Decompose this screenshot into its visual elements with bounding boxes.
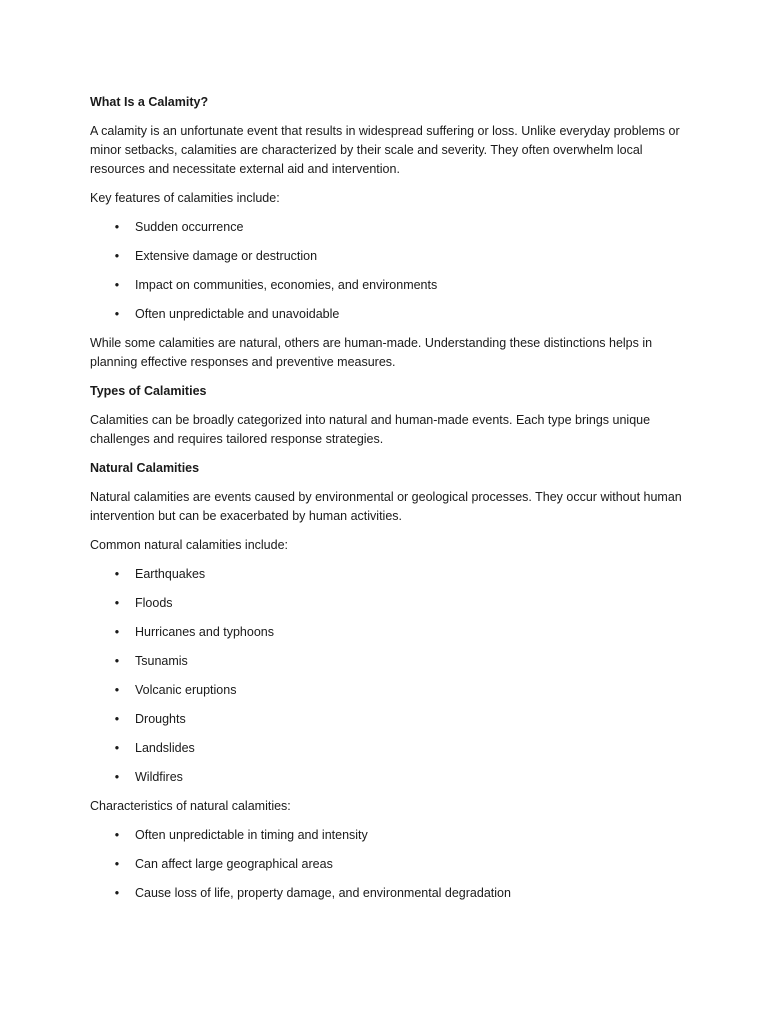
bullet-icon: • bbox=[114, 683, 120, 697]
paragraph-natural-characteristics-intro: Characteristics of natural calamities: bbox=[90, 799, 291, 813]
paragraph-key-features-intro: Key features of calamities include: bbox=[90, 191, 280, 205]
paragraph-types-intro: Calamities can be broadly categorized into natural and human-made events. Each type brings unique challenges and requires tailored response strategies. bbox=[90, 413, 651, 446]
list-item-text: Cause loss of life, property damage, and environmental degradation bbox=[135, 886, 511, 900]
list-item bbox=[90, 565, 690, 584]
bullet-icon: • bbox=[114, 278, 120, 292]
list-item bbox=[90, 623, 690, 642]
list-item-text: Floods bbox=[135, 596, 173, 610]
section-heading-natural-calamities: Natural Calamities bbox=[90, 461, 200, 475]
bullet-icon: • bbox=[114, 741, 120, 755]
paragraph-calamity-definition: A calamity is an unfortunate event that results in widespread suffering or loss. Unlike everyday problems or minor setbacks, calamities are characterized by their scale and severity. They often overwhelm local resources and necessitate external aid and intervention. bbox=[90, 124, 680, 176]
list-item bbox=[90, 652, 690, 671]
natural-characteristics-list bbox=[90, 826, 690, 903]
paragraph-natural-definition: Natural calamities are events caused by environmental or geological processes. They occur without human intervention but can be exacerbated by human activities. bbox=[90, 490, 682, 523]
list-item bbox=[90, 855, 690, 874]
list-item bbox=[90, 681, 690, 700]
list-item bbox=[90, 247, 690, 266]
bullet-icon: • bbox=[114, 654, 120, 668]
bullet-icon: • bbox=[114, 828, 120, 842]
list-item bbox=[90, 826, 690, 845]
document-page bbox=[90, 93, 690, 913]
list-item bbox=[90, 884, 690, 903]
list-item-text: Droughts bbox=[135, 712, 186, 726]
key-features-list bbox=[90, 218, 690, 324]
natural-calamities-list bbox=[90, 565, 690, 787]
list-item-text: Earthquakes bbox=[135, 567, 206, 581]
section-heading-what-is-calamity: What Is a Calamity? bbox=[90, 95, 209, 109]
list-item bbox=[90, 710, 690, 729]
bullet-icon: • bbox=[114, 857, 120, 871]
paragraph-common-natural-intro: Common natural calamities include: bbox=[90, 538, 289, 552]
bullet-icon: • bbox=[114, 567, 120, 581]
bullet-icon: • bbox=[114, 625, 120, 639]
bullet-icon: • bbox=[114, 886, 120, 900]
bullet-icon: • bbox=[114, 307, 120, 321]
list-item-text: Landslides bbox=[135, 741, 195, 755]
list-item bbox=[90, 594, 690, 613]
list-item-text: Extensive damage or destruction bbox=[135, 249, 318, 263]
list-item-text: Often unpredictable and unavoidable bbox=[135, 307, 340, 321]
list-item-text: Tsunamis bbox=[135, 654, 188, 668]
list-item-text: Wildfires bbox=[135, 770, 183, 784]
list-item bbox=[90, 739, 690, 758]
section-heading-types: Types of Calamities bbox=[90, 384, 207, 398]
list-item-text: Hurricanes and typhoons bbox=[135, 625, 274, 639]
list-item-text: Sudden occurrence bbox=[135, 220, 244, 234]
bullet-icon: • bbox=[114, 596, 120, 610]
list-item-text: Volcanic eruptions bbox=[135, 683, 237, 697]
list-item bbox=[90, 218, 690, 237]
list-item-text: Can affect large geographical areas bbox=[135, 857, 333, 871]
list-item bbox=[90, 768, 690, 787]
paragraph-natural-vs-human-made: While some calamities are natural, others are human-made. Understanding these distinctions helps in planning effective responses and preventive measures. bbox=[90, 336, 653, 369]
bullet-icon: • bbox=[114, 249, 120, 263]
list-item bbox=[90, 305, 690, 324]
bullet-icon: • bbox=[114, 770, 120, 784]
list-item bbox=[90, 276, 690, 295]
bullet-icon: • bbox=[114, 220, 120, 234]
list-item-text: Impact on communities, economies, and environments bbox=[135, 278, 438, 292]
bullet-icon: • bbox=[114, 712, 120, 726]
list-item-text: Often unpredictable in timing and intensity bbox=[135, 828, 368, 842]
